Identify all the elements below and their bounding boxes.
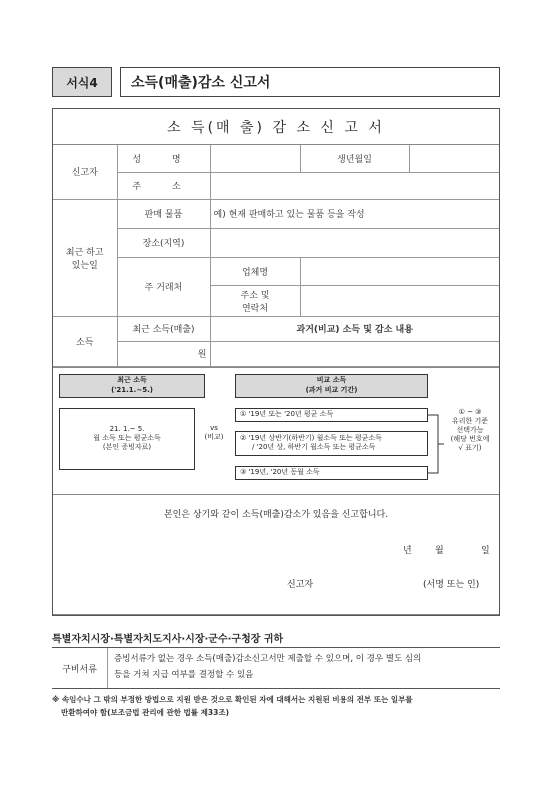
- option-1-box[interactable]: ① '19년 또는 '20년 평균 소득: [235, 408, 428, 422]
- business-section-label: 최근 하고 있는일: [53, 199, 117, 316]
- birth-label: 생년월일: [300, 145, 409, 172]
- date-year: 년: [403, 545, 412, 556]
- income-section-label: 소득: [53, 316, 117, 366]
- name-label: 성 명: [117, 145, 210, 172]
- option-3-box[interactable]: ③ '19년, '20년 동월 소득: [235, 466, 428, 480]
- documents-text: 증빙서류가 없는 경우 소득(매출)감소신고서만 제출할 수 있으며, 이 경우 별도 심의 등을 거쳐 지급 여부를 결정할 수 있음: [114, 654, 422, 681]
- partner-label: 주 거래처: [117, 257, 210, 316]
- comparison-diagram: [53, 367, 499, 495]
- past-income-label: 과거(비교) 소득 및 감소 내용: [210, 316, 499, 341]
- signature-placeholder[interactable]: (서명 또는 인): [423, 579, 480, 590]
- form-title: 소 득(매 출) 감 소 신 고 서: [53, 109, 499, 145]
- documents-label: 구비서류: [52, 648, 108, 688]
- form-header: [52, 67, 500, 97]
- bracket-connector: [428, 408, 444, 482]
- declaration-section: [53, 495, 499, 615]
- form-heading: 소득(매출)감소 신고서: [120, 67, 500, 97]
- applicant-section-label: 신고자: [53, 145, 117, 199]
- report-form: [52, 108, 500, 616]
- product-label: 판매 물품: [117, 199, 210, 228]
- applicant-table: [53, 145, 499, 367]
- selection-note: ① ~ ③ 유리한 기준 선택가능 (해당 번호에 √ 표기): [450, 407, 490, 452]
- address-field[interactable]: [210, 172, 499, 199]
- birth-field[interactable]: [409, 145, 499, 172]
- compare-income-header: 비교 소득 (과거 비교 기간): [235, 374, 428, 398]
- form-number-label: 서식4: [52, 67, 112, 97]
- contact-label: 주소 및 연락처: [210, 285, 300, 316]
- past-income-field[interactable]: [210, 341, 499, 366]
- date-month: 월: [435, 545, 444, 556]
- name-field[interactable]: [210, 145, 300, 172]
- product-field[interactable]: 예) 현재 판매하고 있는 물품 등을 작성: [210, 199, 499, 228]
- legal-note: ※ 속임수나 그 밖의 부정한 방법으로 지원 받은 것으로 확인된 자에 대해서는 지원된 비용의 전부 또는 일부를 반환하여야 함(보조금법 관리에 관한 법률 제33조): [52, 695, 413, 718]
- signer-label: 신고자: [287, 579, 314, 590]
- place-label: 장소(지역): [117, 228, 210, 257]
- recent-income-label: 최근 소득(매출): [117, 316, 210, 341]
- recent-income-won[interactable]: 원: [117, 341, 210, 366]
- declaration-statement: 본인은 상기와 같이 소득(매출)감소가 있음을 신고합니다.: [163, 509, 389, 520]
- address-label: 주 소: [117, 172, 210, 199]
- recent-income-box: 21. 1.~ 5. 월 소득 또는 평균소득 (본인 증빙자료): [59, 408, 195, 470]
- recent-income-header: 최근 소득 ('21.1.~5.): [59, 374, 205, 398]
- date-day: 일: [481, 545, 490, 556]
- place-field[interactable]: [210, 228, 499, 257]
- option-2-box[interactable]: ② '19년 상반기(하반기) 월소득 또는 평균소득 / '20년 상, 하반기 월소득 또는 평균소득: [235, 431, 428, 456]
- company-field[interactable]: [300, 257, 499, 285]
- contact-field[interactable]: [300, 285, 499, 316]
- required-documents: [52, 647, 500, 689]
- vs-label: vs (비교): [204, 423, 224, 441]
- addressee: 특별자치시장·특별자치도지사·시장·군수·구청장 귀하: [52, 634, 284, 645]
- company-label: 업체명: [210, 257, 300, 285]
